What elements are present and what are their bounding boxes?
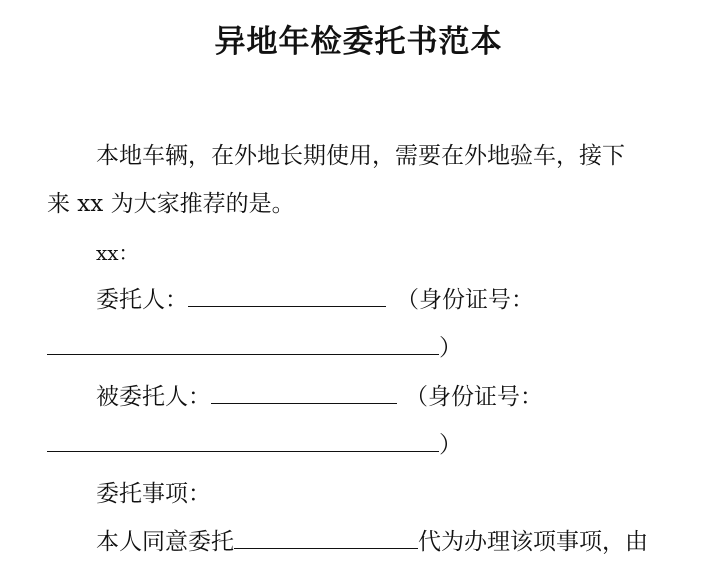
agent-row	[96, 382, 543, 412]
principal-name-blank	[188, 286, 386, 307]
consent-agent-blank	[234, 528, 418, 549]
intro-line-1: 本地车辆，在外地长期使用，需要在外地验车，接下	[96, 143, 625, 169]
principal-row	[96, 285, 534, 315]
intro-line-2: 来 xx 为大家推荐的是。	[47, 191, 295, 217]
consent-prefix: 本人同意委托	[96, 529, 234, 555]
agent-id-row	[47, 430, 462, 460]
document-title: 异地年检委托书范本	[214, 24, 503, 60]
consent-suffix: 代为办理该项事项，由	[418, 529, 648, 555]
principal-label: 委托人：	[96, 287, 188, 313]
principal-id-blank	[47, 334, 439, 355]
principal-id-row	[47, 333, 462, 363]
agent-id-label: （身份证号：	[405, 384, 543, 410]
consent-row	[96, 527, 648, 557]
matters-label: 委托事项：	[96, 481, 211, 507]
salutation: xx：	[96, 241, 139, 265]
principal-id-close: ）	[439, 335, 462, 361]
agent-name-blank	[211, 383, 397, 404]
principal-id-label: （身份证号：	[396, 287, 534, 313]
agent-label: 被委托人：	[96, 384, 211, 410]
agent-id-blank	[47, 431, 439, 452]
agent-id-close: ）	[439, 432, 462, 458]
